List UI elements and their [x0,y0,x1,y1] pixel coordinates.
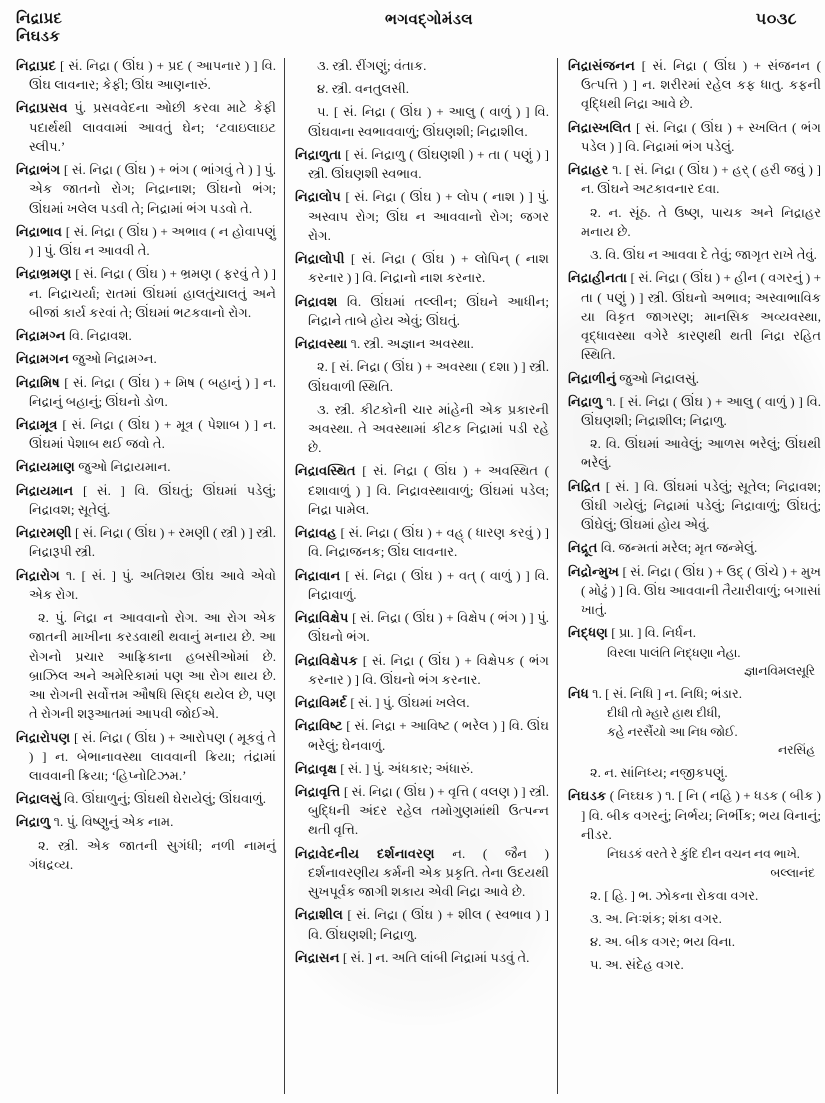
dictionary-entry [568,538,821,557]
entry-definition: ન. ( જૈન ) દર્શનાવરણીય કર્મની એક પ્રકૃતિ. તેના ઉદયથી સુખપૂર્વક જાગી શકાય એવી નિદ્રા આવે છે. [308,845,550,900]
entry-headword: નિદ્રાલસું [16,791,61,807]
dictionary-sense [568,434,821,472]
entry-definition: [ સં. ] ન. અતિ લાંબી નિદ્રામાં પડવું તે. [339,949,530,965]
entry-headword: નિદ્રાળુ [16,814,51,830]
entry-definition: [ સં. નિદ્રા ( ઊંઘ ) + મિષ ( બહાનું ) ] ન. નિદ્રાનું બહાનું; ઊંઘનો ડોળ. [29,374,276,409]
entry-definition: વિ. નિદ્રાવશ. [65,328,132,344]
entry-definition: ૪. અ. બીક વગર; ભય વિના. [590,934,736,950]
entry-citation-source: જ્ઞાનવિમલસૂરિ [744,664,815,678]
entry-definition: ૨. વિ. ઊંઘમાં આવેલું; આળસ ભરેલું; ઊંઘથી ભરેલું. [581,436,821,471]
entry-definition: [ સં. નિદ્રા ( ઊંઘ ) + ભ્રમણ ( ફરવું તે ) ] ન. નિદ્રાચર્યા; રાતમાં ઊંઘમાં હાલતુંચાલતું અને બીજાં કાર્ય કરવાં તે; ઊંઘમાં ભટકવાનો રોગ. [29,266,276,320]
entry-definition: ૨. ન. સૂંઠ. તે ઉષ્ણ, પાચક અને નિદ્રાહર મનાય છે. [581,204,821,239]
dictionary-entry [568,268,821,364]
dictionary-sense [568,932,821,951]
entry-headword: નિદ્રાવેદનીય દર્શનાવરણ [295,845,435,861]
text-column-2 [285,56,557,1096]
dictionary-entry [295,948,549,967]
entry-headword: નિદ્રાલોપી [295,251,345,267]
dictionary-entry [295,693,549,712]
dictionary-entry [295,759,549,778]
running-head-left [16,10,62,47]
entry-headword: નિદ્રાભાવ [16,223,63,239]
dictionary-sense [295,400,549,458]
entry-headword: નિદ્રામિષ [16,374,60,390]
entry-definition: ૫. [ સં. નિદ્રા ( ઊંઘ ) + આલુ ( વાળું ) ] વિ. ઊંઘવાના સ્વભાવવાળું; ઊંઘણશી; નિદ્રાશીલ. [308,104,549,139]
dictionary-entry [568,160,821,198]
entry-headword: નિદ્રારમણી [16,525,72,541]
dictionary-entry [295,187,549,245]
dictionary-entry [295,651,549,689]
entry-headword: નિદ્રાવહ [295,525,337,541]
dictionary-entry [295,523,549,561]
entry-citation-quote: નિઘડકં વરતે રે કુંદિ દીન વચન નવ ભાખે. [607,847,800,862]
entry-definition: ૧. [ સં. નિધિ ] ન. નિધિ; ભંડાર. [588,686,742,702]
entry-definition: ૫. અ. સંદેહ વગર. [590,957,684,973]
entry-definition: [ સં. નિદ્રા ( ઊંઘ ) + રમણી ( સ્ત્રી ) ] સ્ત્રી. નિદ્રારૂપી સ્ત્રી. [29,525,276,560]
dictionary-entry [568,786,821,881]
entry-definition: [ સં. નિદ્રા ( ઊંઘ ) + ભંગ ( ભાંગવું તે ) ] પું. એક જાતનો રોગ; નિદ્રાનાશ; ઊંઘનો ભંગ; ઊંઘમાં ખલેલ પડવી તે; નિદ્રામાં ભંગ પડવો તે. [29,162,276,216]
entry-definition: [ સં. નિદ્રા ( ઊંઘ ) + સંજનન ( ઉત્પત્તિ ) ] ન. શરીરમાં રહેલ કફ ધાતુ. કફની વૃદ્ધિથી નિદ્રા આવે છે. [581,58,821,112]
dictionary-entry [568,56,821,114]
running-head-title: ભગવદ્ગોમંડલ [384,12,473,28]
entry-definition: ૨. પું. નિદ્રા ન આવવાનો રોગ. આ રોગ એક જાતની માખીના કરડવાથી થવાનું મનાય છે. આ રોગનો પ્રચાર આફ્રિકાના હબસીઓમાં છે. બ્રાઝિલ અને અમેરિકામાં પણ આ રોગ થાય છે. આ રોગની સર્વોત્તમ ઔષધિ સિદ્ધ થયેલ છે, પણ તે રોગની શરૂઆતમાં આપવી જોઈએ. [29,610,276,722]
entry-citation-quote: વિરલા પાલંતિ નિદ્ધણા નેહા. [607,645,741,660]
dictionary-entry [295,716,549,754]
entry-headword: નિદ્રાસ્ખલિત [568,119,632,135]
dictionary-entry [568,118,821,156]
entry-citation-source: નરસિંહ [777,743,815,758]
dictionary-entry [568,477,821,535]
entry-headword: નિદ્રાવશ [295,293,338,309]
running-head [6,10,819,56]
entry-headword: નિદ્રાવસ્થા [295,336,348,352]
entry-definition: જુઓ નિદ્રામગ્ન. [68,351,157,367]
dictionary-entry [16,457,276,476]
entry-definition: [ સં. નિદ્રા + આવિષ્ટ ( ભરેલ ) ] વિ. ઊંઘ ભરેલું; ઘેનવાળું. [308,718,549,753]
dictionary-entry [16,56,276,94]
entry-headword: નિદ્રાયમાણ [16,459,76,475]
entry-definition: વિ. જન્મતાં મરેલ; મૃત જન્મેલું. [597,540,758,556]
entry-headword: નિદ્રાવાન [295,567,341,583]
entry-definition: વિ. ઊંઘાળુનું; ઊંઘથી ઘેરાયેલું; ઊંઘવાળું. [60,791,267,807]
entry-headword: નિદ્રૂત [568,540,598,556]
dictionary-entry [295,782,549,840]
entry-definition: [ સં. નિદ્રાળુ ( ઊંઘણશી ) + તા ( પણું ) ] સ્ત્રી. ઊંઘણશી સ્વભાવ. [308,146,549,182]
entry-definition: ( નિઘ્ઘક ) ૧. [ નિ ( નહિ ) + ધડક ( બીક ) ] વિ. બીક વગરનું; નિર્ભય; નિર્ભીક; ભય વિનાનું; નીડર. [581,788,821,842]
entry-headword: નિદ્રાળુ [568,393,603,409]
entry-headword: નિદ્રાહર [568,162,609,178]
page-number: ૫૦૩૮ [755,11,797,28]
entry-definition: ૨. સ્ત્રી. એક જાતની સુગંધી; નળી નામનું ગંધદ્રવ્ય. [29,837,276,872]
dictionary-sense [295,56,549,75]
entry-headword: નિદ્રામૂત્ર [16,416,58,432]
entry-headword: નિદ્રારોગ [16,567,60,583]
entry-headword: નિદ્રાલોપ [295,189,341,205]
entry-definition: ૧. [ સં. નિદ્રા ( ઊંઘ ) + હર્ ( હરી જવું ) ] ન. ઊંઘને અટકાવનાર દવા. [581,162,821,197]
entry-definition: [ સં. નિદ્રા ( ઊંઘ ) + લોપિન્ ( નાશ કરનાર ) ] વિ. નિદ્રાનો નાશ કરનાર. [308,251,549,286]
entry-definition: [ સં. નિદ્રા ( ઊંઘ ) + શીલ ( સ્વભાવ ) ] વિ. ઊંઘણશી; નિદ્રાળુ. [308,907,549,942]
entry-headword: નિદ્રારોપણ [16,729,71,745]
entry-definition: વિ. ઊંઘમાં તલ્લીન; ઊંઘને આધીન; નિદ્રાને તાબે હોય એવું; ઊંઘતું. [308,293,549,328]
dictionary-sense [16,836,276,874]
running-head-left-bottom: નિઘડક [16,29,60,46]
entry-headword: નિદ્રાવિક્ષેપ [295,610,349,626]
dictionary-entry [16,728,276,786]
dictionary-sense [568,203,821,241]
dictionary-sense [568,909,821,928]
dictionary-entry [295,249,549,287]
dictionary-entry [16,326,276,345]
entry-definition: [ સં. ] વિ. ઊંઘતું; ઊંઘમાં પડેલું; નિદ્રાવશ; સૂતેલું. [29,482,276,517]
entry-definition: [ સં. નિદ્રા ( ઊંઘ ) + આરોપણ ( મૂકવું તે ) ] ન. બેભાનાવસ્થા લાવવાની ક્રિયા; તંદ્રામાં લાવવાની ક્રિયા; ‘હિપ્નોટિઝમ.’ [29,729,276,783]
entry-headword: નિદ્રાહીનતા [568,270,628,286]
entry-headword: નિદ્રાળીનું [568,370,616,386]
entry-headword: નિદ્રાપ્રદ [16,58,57,73]
entry-headword: નિદ્ધણ [568,625,608,641]
entry-definition: [ સં. ] પું. ઊંઘમાં ખલેલ. [347,695,470,711]
text-column-3 [558,56,825,1096]
dictionary-entry [295,334,549,353]
entry-definition: [ સં. નિદ્રા ( ઊંઘ ) + સ્ખલિત ( ભંગ પડેલ ) ] વિ. નિદ્રામાં ભંગ પડેલું. [581,119,821,154]
entry-definition: ૨. ન. સાંનિધ્ય; નજીકપણું. [590,765,728,781]
entry-definition: [ સં. નિદ્રા ( ઊંઘ ) + હીન ( વગરનું ) + તા ( પણું ) ] સ્ત્રી. ઊંઘનો અભાવ; અસ્વાભાવિક યા વિકૃત જાગરણ; માનસિક અવ્યવસ્થા, વૃદ્ધાવસ્થા વગેરે કારણથી થતી નિદ્રા રહિત સ્થિતિ. [581,270,821,363]
entry-headword: નિદ્રામગન [16,351,69,367]
entry-definition: [ સં. નિદ્રા ( ઊંઘ ) + વિક્ષેપક ( ભંગ કરનાર ) ] વિ. ઊંઘનો ભંગ કરનાર. [308,652,549,687]
dictionary-entry [568,392,821,430]
dictionary-entry [568,623,821,680]
entry-headword: નિદ્રાયમાન [16,482,74,498]
entry-definition: ૧. પું. વિષ્ણુનું એક નામ. [50,814,174,830]
entry-headword: નિદ્રાસન [295,949,340,965]
entry-definition: પું. પ્રસવવેદના ઓછી કરવા માટે કેફી પદાર્થથી લાવવામાં આવતું ઘેન; ‘ટવાઇલાઇટ સ્લીપ.’ [29,100,276,154]
entry-headword: નિદ્રાળુતા [295,146,342,162]
entry-headword: નિદ્રાસંજનન [568,58,636,73]
entry-citation-quote: દીધી તો મ્હારે હાથ દીધી, કહે નરસૈંયો આ નિધ જોઈ. [607,706,738,739]
entry-headword: નિદ્રાવસ્થિત [295,463,356,479]
entry-definition: ૪. સ્ત્રી. વનતુલસી. [317,81,409,97]
entry-definition: [ સં. નિદ્રા ( ઊંઘ ) + વિક્ષેપ ( ભંગ ) ] પું. ઊંઘનો ભંગ. [308,610,549,645]
column-container [6,56,819,1096]
entry-headword: નિદ્રાવિક્ષેપક [295,652,358,668]
entry-definition: [ સં. નિદ્રા ( ઊંઘ ) + વહ્ ( ધારણ કરવું ) ] વિ. નિદ્રાજનક; ઊંઘ લાવનાર. [308,525,549,560]
dictionary-sense [295,79,549,98]
text-column-1 [10,56,284,1096]
entry-headword: નિદ્રાવિષ્ટ [295,718,343,734]
dictionary-sense [568,955,821,974]
entry-headword: નિધ [568,686,589,702]
dictionary-entry [568,684,821,759]
entry-headword: નિદ્રાશીલ [295,907,343,923]
dictionary-entry [295,844,549,902]
entry-headword: નિદ્રાવૃક્ષ [295,760,337,776]
dictionary-entry [295,608,549,646]
entry-headword: નિદ્રિત [568,478,601,494]
dictionary-entry [16,481,276,519]
dictionary-sense [295,357,549,395]
entry-definition: ૩. વિ. ઊંઘ ન આવવા દે તેવું; જાગૃત રાખે તેવું. [590,247,817,263]
dictionary-sense [568,245,821,264]
entry-headword: નિદ્રાપ્રસવ [16,100,68,116]
entry-headword: નિદ્રાવિમર્દ [295,695,348,711]
dictionary-entry [295,905,549,943]
dictionary-entry [568,562,821,620]
entry-headword: નિદ્રાવૃત્તિ [295,783,341,799]
dictionary-entry [568,369,821,388]
dictionary-entry [16,415,276,453]
entry-definition: ૩. સ્ત્રી. કીટકોની ચાર માંહેની એક પ્રકારની અવસ્થા. તે અવસ્થામાં કીટક નિદ્રામાં પડી રહે છે. [308,401,549,456]
dictionary-entry [295,145,549,183]
dictionary-entry [16,812,276,831]
entry-headword: નિઘડક [568,788,607,804]
entry-citation-source: બલ્લાનંદ [770,865,815,880]
dictionary-entry [16,98,276,156]
entry-definition: [ સં. નિદ્રા ( ઊંઘ ) + ઉદ્ ( ઊંચે ) + મુખ ( મોઢું ) ] વિ. ઊંઘ આવવાની તૈયારીવાળું; બગાસાં ખાતું. [581,563,821,618]
entry-definition: [ સં. નિદ્રા ( ઊંઘ ) + અભાવ ( ન હોવાપણું ) ] પું. ઊંઘ ન આવવી તે. [29,223,276,259]
dictionary-entry [16,222,276,260]
entry-headword: નિદ્રોન્મુખ [568,563,620,579]
dictionary-sense [568,886,821,905]
entry-definition: ૨. [ હિ. ] ભ. ઝોકના રોકવા વગર. [590,887,759,903]
entry-definition: [ સં. નિદ્રા ( ઊંઘ ) + વત્ ( વાળું ) ] વિ. નિદ્રાવાળું. [308,567,549,602]
entry-definition: [ સં. ] વિ. ઊંઘમાં પડેલું; સૂતેલ; નિદ્રાવશ; ઊંઘી ગયેલું; નિદ્રામાં પડેલું; નિદ્રાવાળું; ઊંઘતું; ઊંઘેલું; ઊંઘમાં હોય એવું. [581,478,821,533]
entry-definition: જુઓ નિદ્રાલસું. [615,370,700,386]
dictionary-entry [295,566,549,604]
dictionary-entry [16,264,276,322]
entry-definition: ૧. [ સં. ] પું. અતિશય ઊંઘ આવે એવો એક રોગ. [29,567,276,602]
dictionary-entry [16,373,276,411]
dictionary-entry [16,789,276,808]
entry-definition: [ સં. ] પું. અંધકાર; અંધારું. [336,760,474,776]
running-head-left-top: નિદ્રાપ્રદ [16,11,63,27]
entry-headword: નિદ્રાભંગ [16,162,61,178]
dictionary-entry [16,566,276,604]
entry-definition: ૧. સ્ત્રી. અજ્ઞાન અવસ્થા. [347,336,474,352]
entry-definition: [ સં. નિદ્રા ( ઊંઘ ) + મૂત્ર ( પેશાબ ) ] ન. ઊંઘમાં પેશાબ થઈ જવો તે. [29,416,276,452]
dictionary-sense [295,102,549,140]
entry-definition: [ સં. નિદ્રા ( ઊંઘ ) + પ્રદ ( આપનાર ) ] વિ. ઊંઘ લાવનાર; કેફી; ઊંઘ આણનારું. [29,58,276,93]
dictionary-sense [568,763,821,782]
entry-headword: નિદ્રામગ્ન [16,328,66,344]
dictionary-entry [16,160,276,218]
dictionary-sense [16,608,276,723]
entry-definition: ૨. [ સં. નિદ્રા ( ઊંઘ ) + અવસ્થા ( દશા ) ] સ્ત્રી. ઊંઘવાળી સ્થિતિ. [308,359,549,394]
entry-definition: ૧. [ સં. નિદ્રા ( ઊંઘ ) + આલુ ( વાળું ) ] વિ. ઊંઘણશી; નિદ્રાશીલ; નિદ્રાળુ. [581,393,821,428]
dictionary-entry [295,461,549,519]
entry-definition: [ સં. નિદ્રા ( ઊંઘ ) + લોપ ( નાશ ) ] પું. અસ્વાપ રોગ; ઊંઘ ન આવવાનો રોગ; જગર રોગ. [308,189,549,243]
dictionary-entry [295,292,549,330]
entry-definition: જુઓ નિદ્રાયમાન. [75,459,171,475]
entry-definition: ૩. અ. નિઃશંક; શંકા વગર. [590,910,722,926]
entry-definition: [ સં. નિદ્રા ( ઊંઘ ) + વૃત્તિ ( વલણ ) ] સ્ત્રી. બુદ્ધિની અંદર રહેલ તમોગુણમાંથી ઉત્પન્ન થતી વૃત્તિ. [308,783,549,838]
entry-definition: ૩. સ્ત્રી. રીંગણું; વંતાક. [317,58,427,73]
entry-headword: નિદ્રાભ્રમણ [16,266,72,282]
entry-definition: [ સં. નિદ્રા ( ઊંઘ ) + અવસ્થિત ( દશાવાળું ) ] વિ. નિદ્રાવસ્થાવાળું; ઊંઘમાં પડેલ; નિદ્રા પામેલ. [308,463,549,517]
dictionary-entry [16,349,276,368]
entry-definition: [ પ્રા. ] વિ. નિર્ધન. [607,625,696,641]
dictionary-entry [16,523,276,561]
